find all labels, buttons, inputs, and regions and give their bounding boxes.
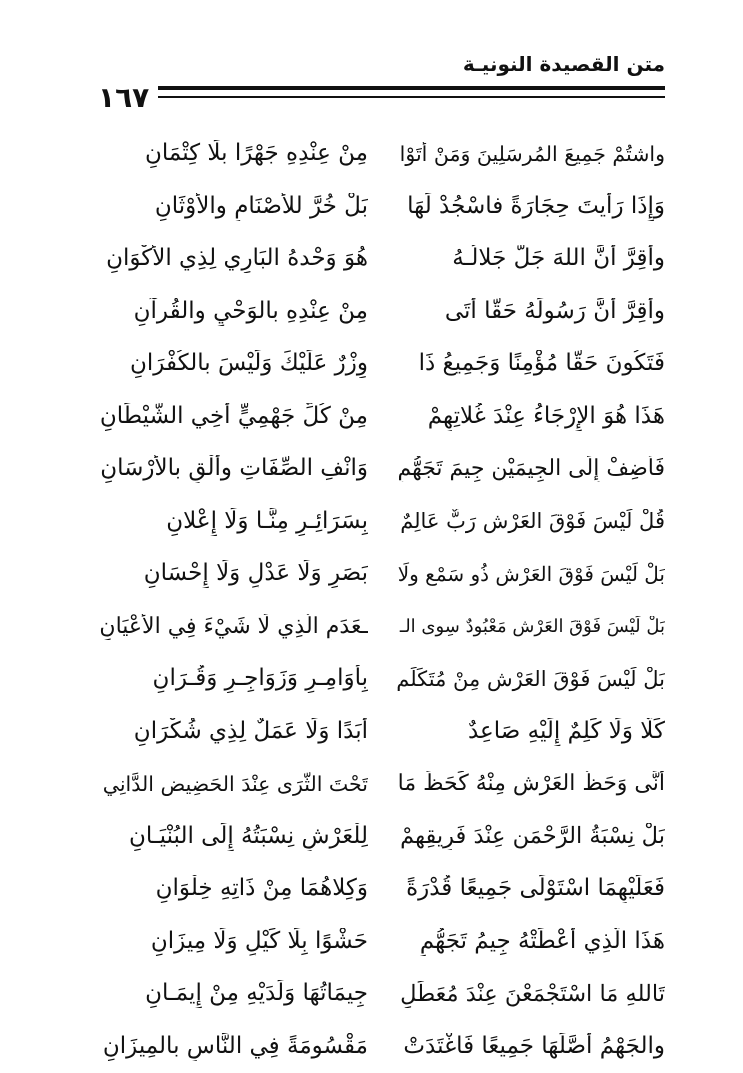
verse-line xyxy=(98,811,665,864)
verse-line xyxy=(98,128,665,181)
header-rule-thin xyxy=(158,96,665,98)
header-rule-thick xyxy=(158,86,665,90)
verse-first-hemistich: وأقِرَّ أَنَّ اللهَ جَلَّ جَلالُـهُ xyxy=(395,245,665,273)
verse-first-hemistich: بَلْ لَيْسَ فَوْقَ العَرْشِ مِنْ مُتَكَلِّمٍ xyxy=(395,667,665,692)
verse-second-hemistich: مَقْسُومَةً فِي النَّاسِ بالمِيزَانِ xyxy=(98,1033,368,1061)
verse-first-hemistich: أنَّى وَحَظُّ العَرْشِ مِنْهُ كَحَظِّ مَا xyxy=(395,771,665,797)
verse-first-hemistich: والجَهْمُ أَصَّلَهَا جَمِيعًا فَاغْتَدَتْ xyxy=(395,1033,665,1061)
verse-line xyxy=(98,653,665,706)
verse-line xyxy=(98,916,665,969)
verse-line xyxy=(98,233,665,286)
verse-first-hemistich: بَلْ لَيْسَ فَوْقَ العَرْشِ ذُو سَمْعٍ ولَا xyxy=(395,562,665,586)
verse-first-hemistich: وَإِذَا رَأَيتَ حِجَارَةً فاسْجُدْ لَهَا xyxy=(395,193,665,221)
verse-second-hemistich: مِنْ عِنْدِهِ جَهْرًا بلَا كِتْمَانِ xyxy=(98,140,368,168)
verse-first-hemistich: هَذَا هُوَ الإِرْجَاءُ عِنْدَ غُلاتِهِمْ xyxy=(395,403,665,431)
verse-line xyxy=(98,706,665,759)
verse-second-hemistich: جِيمَاتُهَا وَلَدَيْهِ مِنْ إِيمَـانِ xyxy=(98,980,368,1008)
verse-second-hemistich: بَصَرٍ وَلَا عَدْلٍ وَلَا إِحْسَانِ xyxy=(98,560,368,588)
verse-second-hemistich: أَبَدًا وَلَا عَمَلٌ لِذِي شُكْرَانِ xyxy=(98,718,368,746)
verse-second-hemistich: حَشْوًا بِلَا كَيْلٍ وَلَا مِيزَانِ xyxy=(98,928,368,956)
poem-verses xyxy=(98,128,665,1073)
verse-second-hemistich: تَحْتَ الثَّرَى عِنْدَ الحَضِيضِ الدَّانِي xyxy=(98,772,368,797)
verse-first-hemistich: هَذَا الَّذِي أَعْطَتْهُ جِيمُ تَجَهُّمٍ xyxy=(395,928,665,956)
verse-second-hemistich: ـعَدَمِ الَّذِي لَا شَيْءَ فِي الأَعْيَانِ xyxy=(98,614,368,640)
verse-second-hemistich: وِزْرٌ عَلَيْكَ وَلَيْسَ بالكُفْرَانِ xyxy=(98,350,368,378)
verse-second-hemistich: مِنْ عِنْدِهِ بالوَحْيِ والقُرآنِ xyxy=(98,298,368,326)
verse-line xyxy=(98,181,665,234)
verse-second-hemistich: وَكِلاهُمَا مِنْ ذَاتِهِ خِلْوَانِ xyxy=(98,875,368,903)
verse-first-hemistich: فَتَكُونَ حَقًّا مُؤْمِنًا وَجَمِيعُ ذَا xyxy=(395,350,665,378)
verse-first-hemistich: وأقِرَّ أَنَّ رَسُولَهُ حَقًّا أَتَى xyxy=(395,298,665,326)
verse-line xyxy=(98,601,665,654)
verse-line xyxy=(98,391,665,444)
verse-first-hemistich: كَلَّا وَلَا كَلِمٌ إِلَيْهِ صَاعِدٌ xyxy=(395,718,665,746)
verse-first-hemistich: فَأَضِفْ إِلَى الجِيمَيْنِ جِيمَ تَجَهُّمٍ xyxy=(395,456,665,482)
verse-line xyxy=(98,496,665,549)
verse-first-hemistich: تَاللهِ مَا اسْتَجْمَعْنَ عِنْدَ مُعَطِّلٍ xyxy=(395,981,665,1008)
running-title: متن القصيدة النونيـة xyxy=(463,54,665,74)
verse-line xyxy=(98,1021,665,1073)
verse-line xyxy=(98,443,665,496)
verse-line xyxy=(98,863,665,916)
verse-second-hemistich: هُوَ وَحْدهُ البَارِي لِذِي الأَكْوَانِ xyxy=(98,245,368,273)
verse-line xyxy=(98,968,665,1021)
verse-first-hemistich: بَلْ نِسْبَةُ الرَّحْمَنِ عِنْدَ فَرِيقِهِمْ xyxy=(395,823,665,850)
verse-first-hemistich: قُلْ لَيْسَ فَوْقَ العَرْشِ رَبٌّ عَالِمٌ xyxy=(395,509,665,534)
verse-second-hemistich: بِسَرَائِـرٍ مِنَّـا وَلَا إِعْلانِ xyxy=(98,508,368,536)
verse-second-hemistich: بَلْ خُرَّ للأَصْنَامِ والأَوْثَانِ xyxy=(98,193,368,221)
verse-line xyxy=(98,286,665,339)
verse-first-hemistich: فَعَلَيْهِمَا اسْتَوْلَى جَمِيعًا قُدْرَةً xyxy=(395,875,665,903)
verse-second-hemistich: لِلْعَرْشِ نِسْبَتُهُ إِلَى البُنْيَـانِ xyxy=(98,823,368,851)
verse-second-hemistich: بِأَوَامِـرٍ وَزَوَاجِـرٍ وَقُـرَانِ xyxy=(98,665,368,693)
verse-second-hemistich: وَانْفِ الصِّفَاتِ وأَلْقِ بالأَرْسَانِ xyxy=(98,455,368,483)
verse-line xyxy=(98,338,665,391)
verse-line xyxy=(98,548,665,601)
verse-first-hemistich: واشتُمْ جَمِيعَ المُرسَلِينَ وَمَنْ أَتَوْا xyxy=(395,142,665,167)
verse-second-hemistich: مِنْ كُلِّ جَهْمِيٍّ أَخِي الشَّيْطَانِ xyxy=(98,403,368,431)
verse-line xyxy=(98,758,665,811)
verse-first-hemistich: بَلْ لَيْسَ فَوْقَ العَرْشِ مَعْبُودٌ سِوى الـ xyxy=(395,616,665,638)
page-number: ١٦٧ xyxy=(98,84,149,112)
